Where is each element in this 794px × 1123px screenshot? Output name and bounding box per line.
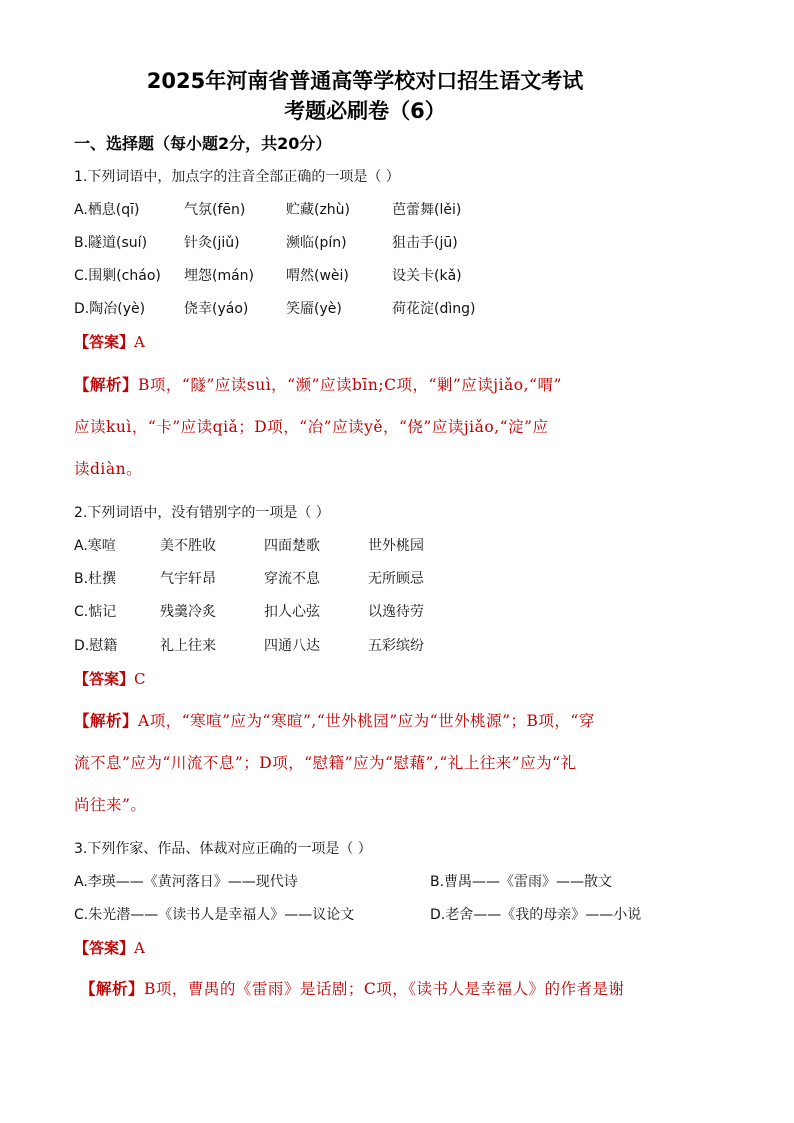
option-term: 礼上往来	[160, 638, 216, 654]
option-term: 狙击手(jū)	[392, 235, 458, 251]
option-term: B.隧道(suí)	[74, 235, 148, 251]
question-2-stem: 2.下列词语中，没有错别字的一项是（ ）	[74, 505, 330, 521]
question-3-stem: 3.下列作家、作品、体裁对应正确的一项是（ ）	[74, 841, 372, 857]
option-term: 四通八达	[264, 638, 320, 654]
answer-tag: 【答案】	[74, 939, 135, 957]
exam-title-line2: 考题必刷卷（6）	[284, 99, 446, 123]
question-2-answer	[74, 668, 146, 689]
option-term: C.惦记	[74, 604, 117, 620]
analysis-line: 尚往来”。	[74, 796, 147, 814]
option-term: 笑靥(yè)	[286, 301, 342, 317]
question-1-analysis	[74, 364, 724, 490]
question-2-analysis	[74, 700, 724, 826]
option-term: 侥幸(yáo)	[184, 301, 249, 317]
option-term: 芭蕾舞(lěi)	[392, 202, 462, 218]
option-term: 扣人心弦	[264, 604, 320, 620]
analysis-tag: 【解析】	[74, 375, 139, 394]
analysis-line: 流不息”应为“川流不息”；D项，“慰籍”应为“慰藉”,“礼上往来”应为“礼	[74, 754, 577, 772]
option-term: C.围剿(cháo)	[74, 268, 161, 284]
option-term: 以逸待劳	[368, 604, 424, 620]
question-3-answer	[74, 937, 145, 958]
analysis-line: 【解析】B项，曹禺的《雷雨》是话剧；C项，《读书人是幸福人》的作者是谢	[80, 979, 625, 998]
answer-tag: 【答案】	[74, 670, 135, 688]
answer-value: C	[134, 670, 146, 688]
option-term: 世外桃园	[368, 538, 424, 554]
option-c: C.朱光潜——《读书人是幸福人》——议论文	[74, 907, 355, 923]
option-d: D.老舍——《我的母亲》——小说	[430, 907, 642, 923]
option-term: 四面楚歌	[264, 538, 320, 554]
analysis-line: 【解析】A项，“寒喧”应为“寒暄”,“世外桃园”应为“世外桃源”；B项，“穿	[74, 711, 595, 730]
analysis-tag: 【解析】	[74, 711, 139, 730]
question-3-analysis	[80, 968, 730, 1010]
option-term: 气宇轩昂	[160, 571, 216, 587]
option-term: 美不胜收	[160, 538, 216, 554]
question-1-stem: 1.下列词语中，加点字的注音全部正确的一项是（ ）	[74, 169, 400, 185]
option-term: 濒临(pín)	[286, 235, 347, 251]
option-term: B.杜撰	[74, 571, 117, 587]
option-term: 荷花淀(dìng)	[392, 301, 476, 317]
option-term: 喟然(wèi)	[286, 268, 349, 284]
answer-tag: 【答案】	[74, 333, 135, 351]
option-term: 穿流不息	[264, 571, 320, 587]
answer-value: A	[134, 939, 145, 957]
option-term: 设关卡(kǎ)	[392, 268, 462, 284]
option-term: 气氛(fēn)	[184, 202, 246, 218]
analysis-line: 应读kuì，“卡”应读qiǎ；D项，“冶”应读yě，“侥”应读jiǎo,“淀”应	[74, 418, 549, 436]
analysis-line: 读diàn。	[74, 460, 143, 478]
option-b: B.曹禺——《雷雨》——散文	[430, 874, 613, 890]
option-term: A.栖息(qī)	[74, 202, 140, 218]
option-term: 针灸(jiǔ)	[184, 235, 240, 251]
option-term: 埋怨(mán)	[184, 268, 255, 284]
option-a: A.李瑛——《黄河落日》——现代诗	[74, 874, 298, 890]
section-heading: 一、选择题（每小题2分，共20分）	[74, 134, 332, 153]
analysis-line: 【解析】B项，“隧”应读suì，“濒”应读bīn;C项，“剿”应读jiǎo,“喟”	[74, 375, 562, 394]
option-term: 五彩缤纷	[368, 638, 424, 654]
option-term: 贮藏(zhù)	[286, 202, 351, 218]
analysis-tag: 【解析】	[80, 979, 145, 998]
option-term: 无所顾忌	[368, 571, 424, 587]
answer-value: A	[134, 333, 145, 351]
exam-title-line1: 2025年河南省普通高等学校对口招生语文考试	[146, 69, 584, 93]
option-term: A.寒喧	[74, 538, 116, 554]
option-term: 残羹冷炙	[160, 604, 216, 620]
question-1-answer	[74, 331, 145, 352]
option-term: D.慰籍	[74, 638, 118, 654]
option-term: D.陶冶(yè)	[74, 301, 146, 317]
